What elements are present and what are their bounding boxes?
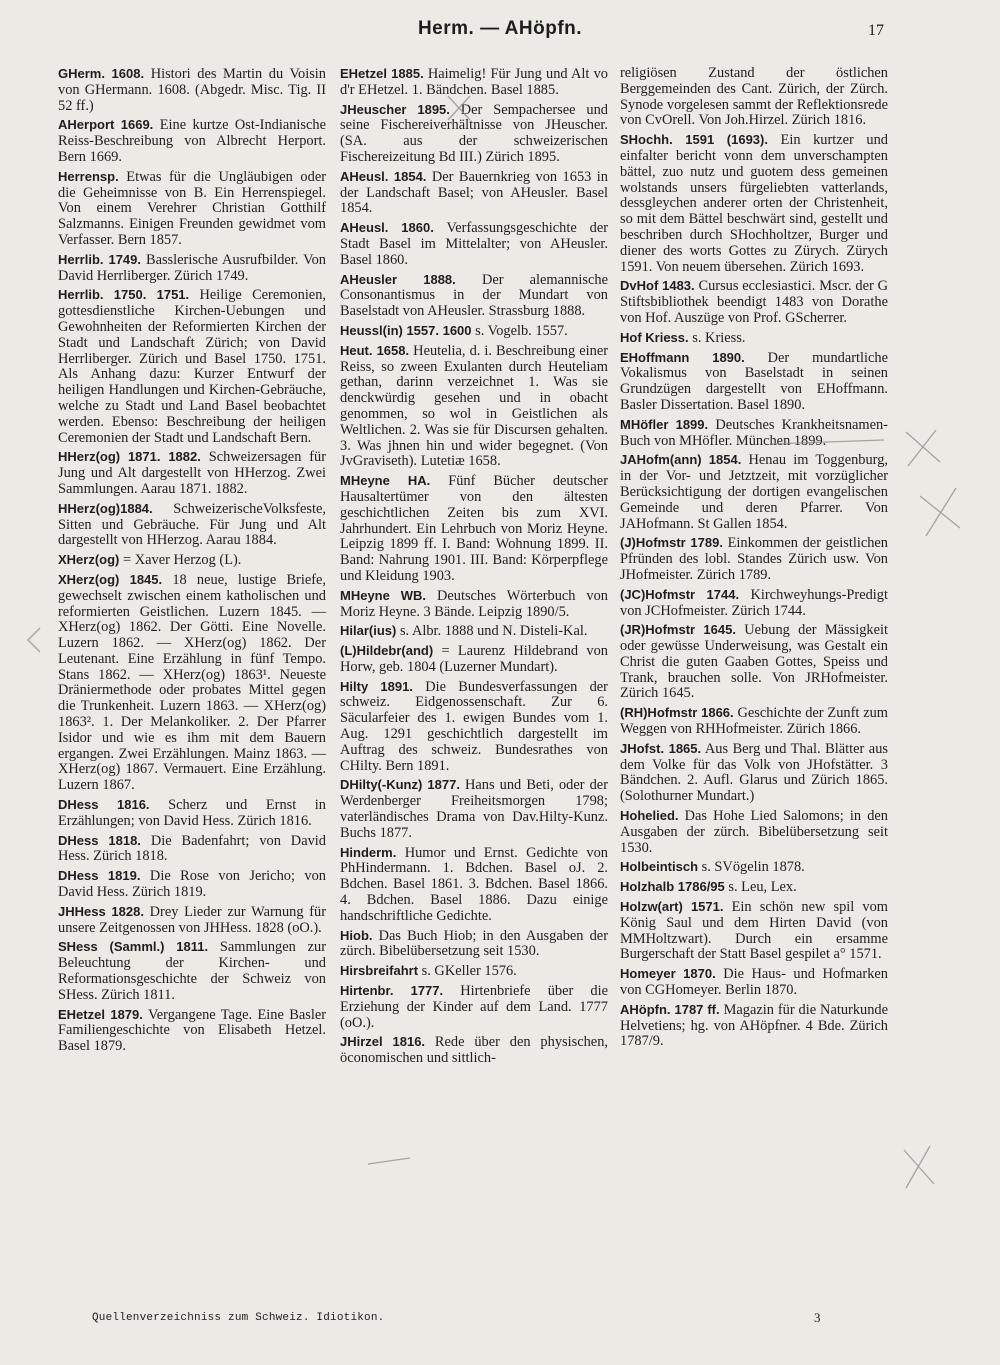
entry-text: 18 neue, lustige Briefe, gewechselt zwischen einem katholischen und reformierten Geistlichen. Luzern 1845. — XHerz(og) 1862. Der Götti. Eine Novelle. Luzern 1862. — XHerz(og) 1862. Der Leutenant. Eine Erzählung in fünf Tempo. Stans 1862. — XHerz(og) 1863¹. Neueste Dräniermethode oder probates Mittel gegen die Trunkenheit. Luzern 1863. — XHerz(og) 1863². 1. Der Melankoliker. 2. Der Pfarrer Isidor und wie es ihm mit dem Bauern ergangen. Zwei Erzählungen. Mainz 1863. — XHerz(og) 1867. Vermauert. Eine Erzählung. Luzern 1867. (58, 571, 326, 794)
entry-headword: AHöpfn. 1787 ff. (620, 1001, 720, 1017)
footer-source-line: Quellenverzeichniss zum Schweiz. Idiotikon. (92, 1312, 385, 1324)
entry-headword: JHHess 1828. (58, 903, 144, 919)
entry-text: = Xaver Herzog (L). (123, 552, 242, 569)
entry-text: SchweizerischeVolksfeste, Sitten und Gebräuche. Für Jung und Alt dargestellt von HHerzog. Aarau 1884. (58, 500, 326, 549)
entry-text: Der Sempachersee und seine Fischereiverhältnisse von JHeuscher. (SA. aus der schweizerischen Fischereizeitung Bd III.) Zürich 1895. (340, 101, 608, 165)
bibliography-entry (620, 278, 888, 326)
bibliography-entry (340, 323, 608, 340)
entry-text: Fünf Bücher deutscher Hausaltertümer von den ältesten geschichtlichen Zeiten bis zum XVI. Jahrhundert. Ein Lehrbuch von Moriz Heyne. Leipzig 1899 ff. I. Band: Wohnung 1899. II. Band: Nahrung 1901. III. Band: Körperpflege und Kleidung 1903. (340, 473, 608, 584)
bibliography-entry (620, 899, 888, 963)
entry-text: Histori des Martin du Voisin von GHermann. 1608. (Abgedr. Misc. Tig. II 52 ff.) (58, 66, 326, 114)
entry-text: s. Kriess. (692, 329, 746, 346)
entry-headword: Homeyer 1870. (620, 966, 716, 982)
entry-headword: Herrlib. 1750. 1751. (58, 287, 190, 303)
entry-headword: Hinderm. (340, 844, 397, 860)
bibliography-entry (620, 966, 888, 999)
entry-text: Kirchweyhungs-Predigt von JCHofmeister. Zürich 1744. (620, 586, 888, 619)
entry-text: s. Albr. 1888 und N. Disteli-Kal. (399, 623, 588, 640)
entry-text: Basslerische Ausrufbilder. Von David Herrliberger. Zürich 1749. (58, 251, 327, 284)
bibliography-entry (340, 588, 608, 621)
bibliography-entry (340, 1034, 608, 1067)
entry-text: Heutelia, d. i. Beschreibung einer Reiss, so zween Exulanten durch Heuteliam gethan, darinn verzeichnet 1. Was sie denckwürdig gesehen und in obacht genommen, so wol in Geistlichen als Weltlichen. 2. Was sie für Discursen gehalten. 3. Was jhnen hin und wider begegnet. (Von JvGraviseth). Lutetiæ 1658. (340, 342, 608, 470)
bibliography-entry (340, 963, 608, 980)
entry-text: Sammlungen zur Beleuchtung der Kirchen- und Reformationsgeschichte der Schweiz von SHess. Zürich 1811. (58, 939, 326, 1003)
entry-text: Rede über den physischen, öconomischen und sittlich- (340, 1034, 608, 1067)
bibliography-entry (340, 679, 608, 775)
entry-headword: HHerz(og) 1871. 1882. (58, 449, 201, 465)
entry-text: Einkommen der geistlichen Pfründen des lobl. Standes Zürich usw. Von JHofmeister. Zürich 1789. (620, 535, 888, 583)
bibliography-entry (620, 330, 888, 347)
running-head: Herm. — AHöpfn. (417, 18, 583, 39)
entry-text: s. Leu, Lex. (728, 879, 797, 896)
entry-text: Scherz und Ernst in Erzählungen; von David Hess. Zürich 1816. (58, 797, 326, 829)
bibliography-entry (620, 350, 888, 414)
bibliography-entry (340, 272, 608, 320)
entry-headword: Hof Kriess. (620, 329, 689, 345)
entry-headword: AHeusl. 1860. (340, 220, 434, 236)
entry-headword: EHetzel 1885. (340, 66, 424, 81)
entry-text: Ein kurtzer und einfalter bericht vonn dem unverschampten bättel, zuo nutz und guotem dess gemeinen wolstands unsers fürgeliebten vatterlands, dessgleychen anderer orten der Christenheit, so mit dem Bättel beschwärt sind, gestellt und beschriben durch SHochholtzer, Burger und diener des worts Gottes zu Zürych. Zürych 1591. Von neuem übersehen. Zürich 1693. (620, 132, 888, 275)
footer-signature: 3 (814, 1310, 821, 1325)
bibliography-entry (58, 797, 326, 830)
bibliography-entry (340, 220, 608, 268)
bibliography-entry (58, 572, 326, 794)
entry-headword: Heut. 1658. (340, 342, 410, 358)
entry-headword: Holbeintisch (620, 859, 699, 875)
entry-text: Geschichte der Zunft zum Weggen von RHHofmeister. Zürich 1866. (620, 705, 888, 738)
bibliography-entry (58, 904, 326, 937)
bibliography-entry (58, 501, 326, 549)
entry-headword: (RH)Hofmstr 1866. (620, 705, 734, 721)
bibliography-entry (58, 868, 326, 901)
entry-text: Die Bundesverfassungen der schweiz. Eidgenossenschaft. Zur 6. Säcularfeier des 1. ewigen Bundes vom 1. Aug. 1291 geschichtlich dargestellt im Auftrag des schweiz. Bundesrathes von CHilty. Bern 1891. (340, 678, 608, 774)
bibliography-entry (620, 132, 888, 275)
bibliography-entry (58, 449, 326, 497)
entry-headword: DHilty(-Kunz) 1877. (340, 777, 460, 793)
bibliography-entry (58, 117, 326, 165)
entry-headword: AHeusler 1888. (340, 271, 456, 287)
page-number: 17 (868, 22, 884, 39)
bibliography-entry (620, 622, 888, 702)
entry-headword: MHeyne WB. (340, 587, 427, 603)
entry-headword: JHirzel 1816. (340, 1034, 426, 1050)
pencil-cross-mark (920, 488, 960, 536)
bibliography-entry (340, 928, 608, 961)
entry-headword: MHeyne HA. (340, 473, 431, 489)
bibliography-entry (620, 808, 888, 856)
bibliography-entry (620, 587, 888, 620)
bibliography-entry (58, 252, 326, 285)
entry-headword: Holzw(art) 1571. (620, 899, 724, 915)
entry-headword: (JC)Hofmstr 1744. (620, 586, 740, 602)
bibliography-entry (58, 833, 326, 866)
bibliography-entry (340, 777, 608, 841)
entry-text: Verfassungsgeschichte der Stadt Basel im Mittelalter; von AHeusler. Basel 1860. (340, 220, 609, 268)
entry-headword: (J)Hofmstr 1789. (620, 535, 723, 551)
entry-text: Cursus ecclesiastici. Mscr. der G Stiftsbibliothek beendigt 1483 von Dorathe von Hof. Auszüge von Prof. GScherrer. (620, 278, 889, 326)
bibliography-entry (340, 643, 608, 676)
entry-headword: DHess 1818. (58, 832, 141, 848)
entry-text: Die Rose von Jericho; von David Hess. Zürich 1819. (58, 868, 326, 901)
bibliography-entry (58, 939, 326, 1003)
entry-headword: MHöfler 1899. (620, 416, 709, 432)
entry-headword: DHess 1819. (58, 868, 141, 884)
entry-headword: JHeuscher 1895. (340, 101, 450, 117)
bibliography-entry (58, 1007, 326, 1055)
entry-text: Das Buch Hiob; in den Ausgaben der zürch. Bibelübersetzung seit 1530. (340, 927, 608, 960)
entry-headword: Herrlib. 1749. (58, 251, 142, 267)
entry-text: Etwas für die Ungläubigen oder die Geheimnisse von B. Ein Herrenspiegel. Von einem Verehrer Christian Gotthilf Salzmanns. Einigen Freunden gewidmet vom Verfasser. Bern 1857. (58, 168, 326, 248)
entry-text: Vergangene Tage. Eine Basler Familiengeschichte von Elisabeth Hetzel. Basel 1879. (58, 1006, 326, 1055)
entry-headword: Hilar(ius) (340, 623, 397, 639)
bibliography-entry (340, 983, 608, 1031)
entry-text: s. GKeller 1576. (421, 963, 517, 980)
bibliography-entry (620, 859, 888, 876)
entry-text: Henau im Toggenburg, in der Vor- und Jetztzeit, mit vorzüglicher Berücksichtigung der dortigen evangelischen Gemeinde und deren Pfarrer. Von JAHofmann. St Gallen 1854. (620, 452, 888, 532)
entry-text: Der mundartliche Vokalismus von Baselstadt in seinen Grundzügen dargestellt von EHoffmann. Basler Dissertation. Basel 1890. (620, 349, 888, 413)
entry-headword: XHerz(og) 1845. (58, 571, 163, 587)
bibliography-entry (58, 169, 326, 249)
entry-text: Die Badenfahrt; von David Hess. Zürich 1818. (58, 832, 326, 865)
entry-text: s. Vogelb. 1557. (475, 322, 568, 339)
entry-text: Ein schön new spil vom König Saul und dem Hirten David (von MMHoltzwart). Durch ein ersamme Burgerschaft der Statt Basel gespilet a° 1571. (620, 899, 888, 963)
entry-headword: (JR)Hofmstr 1645. (620, 622, 736, 638)
entry-headword: HHerz(og)1884. (58, 500, 153, 516)
entry-headword: JAHofm(ann) 1854. (620, 452, 742, 468)
entry-text: Uebung der Mässigkeit oder gewüsse Underweisung, was Gestalt ein Christ die guten Gaaben Gottes, Speiss und Trank, brauchen solle. Von JRHofmeister. Zürich 1645. (620, 622, 888, 702)
bibliography-entry (340, 343, 608, 470)
bibliography-entry (340, 102, 608, 166)
entry-headword: SHess (Samml.) 1811. (58, 939, 209, 955)
bibliography-entry (58, 552, 326, 569)
bibliography-entry (620, 1002, 888, 1050)
entry-text: religiösen Zustand der östlichen Berggemeinden des Cant. Zürich, der Zürch. Synode vorgelesen sammt der Reflektionsrede von CvOrell. Von Joh.Hirzel. Zürich 1816. (620, 65, 888, 129)
column-3 (620, 66, 888, 1053)
entry-headword: Hirsbreifahrt (340, 963, 419, 979)
bibliography-entry (620, 741, 888, 805)
entry-text: Schweizersagen für Jung und Alt dargestellt von HHerzog. Zwei Sammlungen. Aarau 1871. 1882. (58, 449, 326, 497)
entry-headword: GHerm. 1608. (58, 66, 145, 81)
bibliography-entry (340, 473, 608, 585)
entry-headword: Holzhalb 1786/95 (620, 879, 725, 895)
entry-text: Der Bauernkrieg von 1653 in der Landschaft Basel; von AHeusler. Basel 1854. (340, 168, 608, 217)
entry-text: Heilige Ceremonien, gottesdienstliche Kirchen-Uebungen und Gewohnheiten der Reformierten Kirchen der Stadt und Landschaft Zürich; von David Herrliberger. Zürich und Basel 1750. 1751. Als Anhang dazu: Kurzer Entwurf der heiligen Handlungen und Kirchen-Gebräuche, welche zu Stadt und Land Basel beobachtet werden. Ebenso: Beschreibung der heiligen Ceremonien der Stadt und Landschaft Bern. (58, 287, 326, 446)
bibliography-entry (58, 287, 326, 446)
bibliography-entry (620, 535, 888, 583)
pencil-tick-mark (28, 628, 40, 652)
entry-headword: DHess 1816. (58, 797, 150, 813)
entry-headword: Hirtenbr. 1777. (340, 983, 444, 999)
entry-headword: (L)Hildebr(and) (340, 643, 434, 659)
entry-headword: AHerport 1669. (58, 117, 154, 133)
entry-headword: Hiob. (340, 927, 373, 943)
entry-text: Magazin für die Naturkunde Helvetiens; hg. von AHöpfner. 4 Bde. Zürich 1787/9. (620, 1001, 888, 1050)
entry-headword: JHofst. 1865. (620, 740, 702, 756)
entry-text: Hirtenbriefe über die Erziehung der Kinder auf dem Land. 1777 (oO.). (340, 983, 608, 1031)
entry-text: Die Haus- und Hofmarken von CGHomeyer. Berlin 1870. (620, 966, 889, 999)
bibliography-entry (620, 705, 888, 738)
bibliography-entry (340, 169, 608, 217)
entry-headword: SHochh. 1591 (1693). (620, 132, 768, 148)
entry-headword: Heussl(in) 1557. 1600 (340, 322, 472, 338)
bibliography-entry (58, 66, 326, 114)
bibliography-entry (620, 417, 888, 450)
entry-text: Der alemannische Consonantismus in der Mundart von Baselstadt von AHeusler. Strassburg 1888. (340, 271, 608, 320)
entry-text: Drey Lieder zur Warnung für unsere Zeitgenossen von JHHess. 1828 (oO.). (58, 903, 326, 936)
entry-text: Eine kurtze Ost-Indianische Reiss-Beschreibung von Albrecht Herport. Bern 1669. (58, 117, 326, 165)
entry-text: Deutsches Wörterbuch von Moriz Heyne. 3 Bände. Leipzig 1890/5. (340, 587, 608, 620)
entry-headword: EHetzel 1879. (58, 1006, 143, 1022)
entry-text: s. SVögelin 1878. (701, 859, 805, 876)
entry-headword: Herrensp. (58, 168, 119, 184)
entry-text: Haimelig! Für Jung und Alt vo d'r EHetzel. 1. Bändchen. Basel 1885. (340, 66, 608, 98)
entry-headword: AHeusl. 1854. (340, 168, 427, 184)
bibliography-entry (340, 845, 608, 925)
entry-headword: EHoffmann 1890. (620, 349, 745, 365)
entry-headword: Hilty 1891. (340, 678, 413, 694)
entry-headword: Hohelied. (620, 808, 679, 824)
entry-text: Humor und Ernst. Gedichte von PhHindermann. 1. Bdchen. Basel oJ. 2. Bdchen. Basel 1861. 3. Bdchen. Basel 1866. 4. Bdchen. Basel 1886. Dazu einige handschriftliche Gedichte. (340, 844, 608, 924)
entry-text: Hans und Beti, oder der Werdenberger Freiheitsmorgen 1798; vaterländisches Drama von Dav.Hilty-Kunz. Buchs 1877. (340, 777, 608, 841)
column-2 (340, 66, 608, 1070)
column-1 (58, 66, 326, 1058)
pencil-underline (368, 1158, 410, 1164)
entry-headword: DvHof 1483. (620, 278, 695, 294)
entry-headword: XHerz(og) (58, 552, 120, 568)
entry-text: Aus Berg und Thal. Blätter aus dem Volke für das Volk von JHofstätter. 3 Bändchen. 2. Aufl. Glarus und Zürich 1865. (Solothurner Mundart.) (620, 740, 888, 805)
pencil-cross-mark (906, 430, 940, 466)
entry-text: = Laurenz Hildebrand von Horw, geb. 1804 (Luzerner Mundart). (340, 643, 608, 675)
bibliography-entry (620, 66, 888, 129)
pencil-cross-mark (904, 1146, 934, 1188)
bibliography-entry (340, 66, 608, 99)
entry-text: Deutsches Krankheitsnamen-Buch von MHöfler. München 1899. (620, 416, 888, 449)
bibliography-entry (340, 623, 608, 640)
entry-text: Das Hohe Lied Salomons; in den Ausgaben der zürch. Bibelübersetzung seit 1530. (620, 808, 888, 856)
bibliography-entry (620, 452, 888, 532)
bibliography-entry (620, 879, 888, 896)
